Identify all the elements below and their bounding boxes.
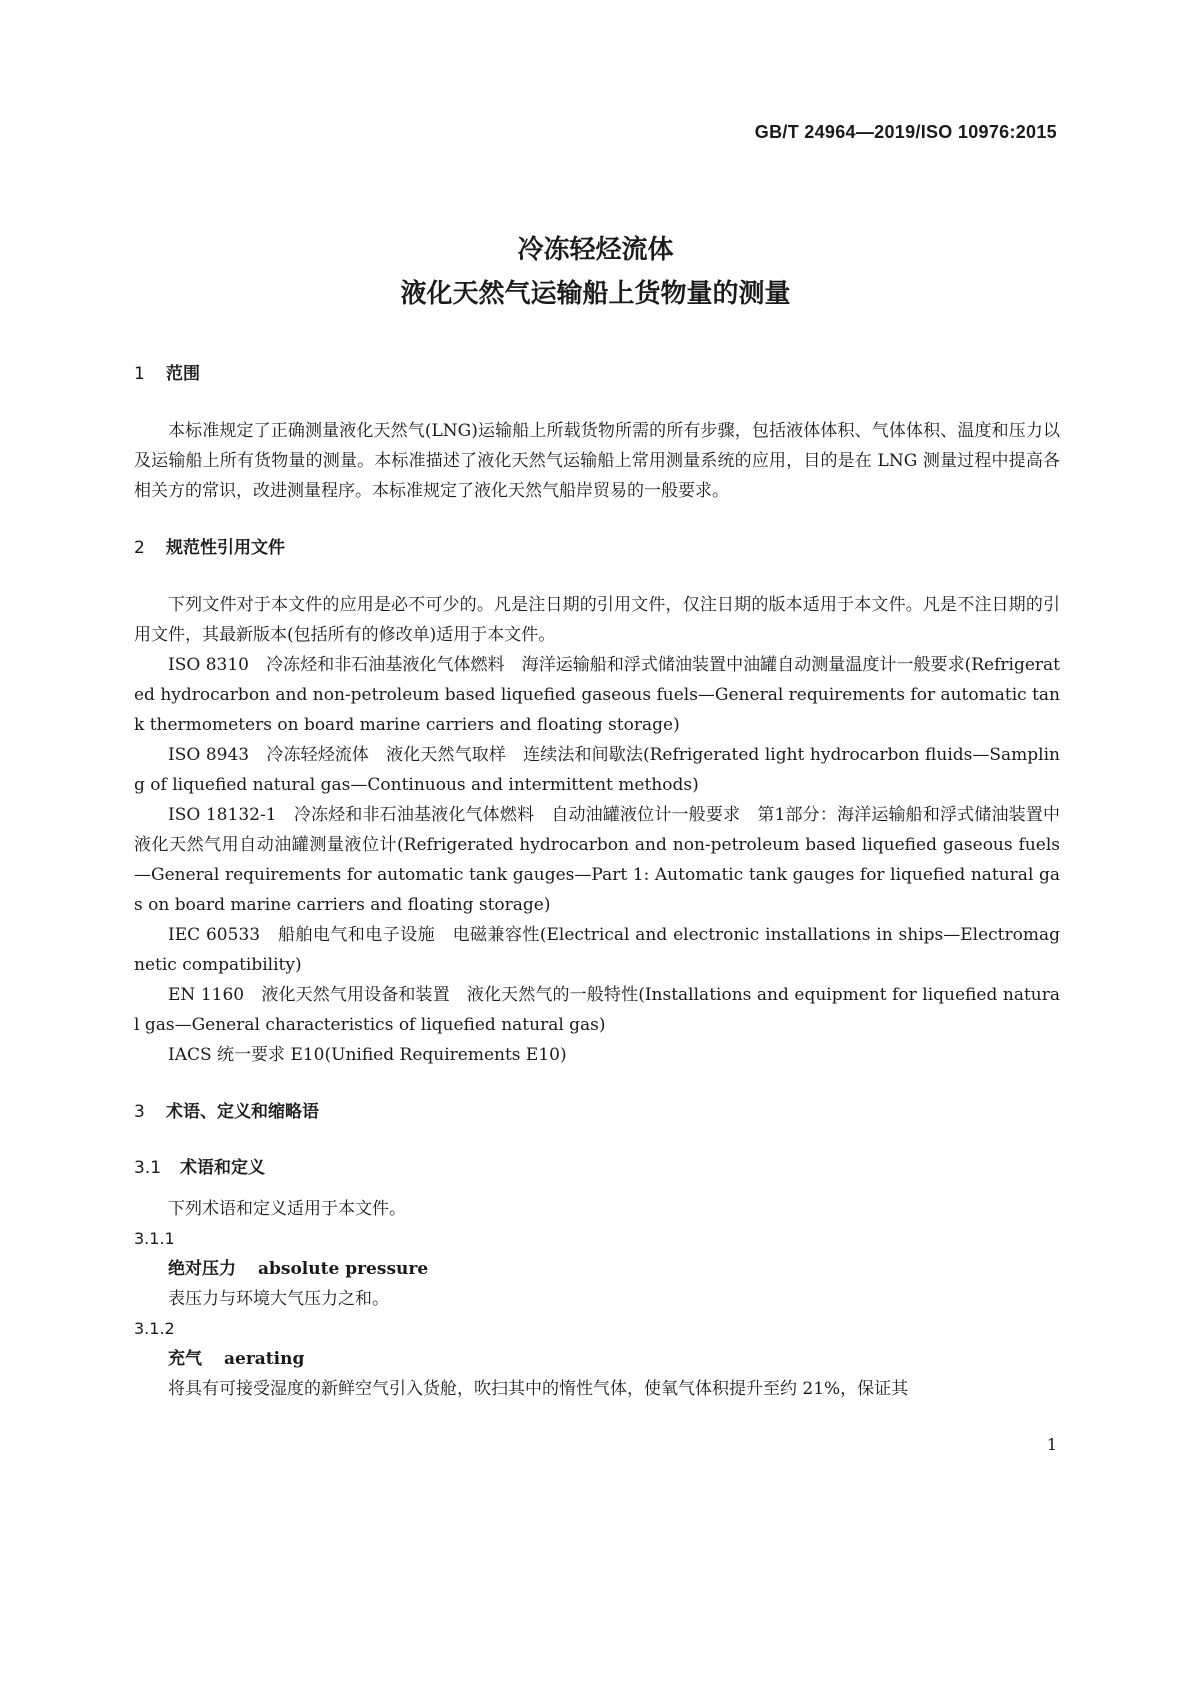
term-definition: 将具有可接受湿度的新鲜空气引入货舱，吹扫其中的惰性气体，使氧气体积提升至约 21%，保证其: [168, 1379, 909, 1399]
term-number: 3.1.2: [134, 1319, 175, 1338]
section-1-heading: [134, 360, 1060, 388]
title-line-2: 液化天然气运输船上货物量的测量: [400, 279, 791, 309]
term-entry: [134, 1254, 1060, 1284]
subsection-number: 3.1: [134, 1158, 162, 1178]
term-en: absolute pressure: [258, 1259, 429, 1279]
term-number: 3.1.1: [134, 1229, 175, 1248]
term-definition: 表压力与环境大气压力之和。: [168, 1289, 389, 1309]
term-zh: 充气: [168, 1349, 202, 1369]
page-number: 1: [1046, 1435, 1057, 1454]
reference-item: ISO 18132-1 冷冻烃和非石油基液化气体燃料 自动油罐液位计一般要求 第1部分：海洋运输船和浮式储油装置中液化天然气用自动油罐测量液位计(Refrigerated hydrocarbon and non-petroleum based liquefied gaseous fuels—General requirements for automatic tank gauges—Part 1: Automatic tank gauges for liquefied natural gas on board marine carriers and floating storage): [134, 805, 1060, 915]
reference-item: ISO 8310 冷冻烃和非石油基液化气体燃料 海洋运输船和浮式储油装置中油罐自动测量温度计一般要求(Refrigerated hydrocarbon and non-petroleum based liquefied gaseous fuels—General requirements for automatic tank thermometers on board marine carriers and floating storage): [134, 655, 1060, 735]
subsection-3-1-heading: [134, 1154, 1060, 1182]
term-entry: [134, 1344, 1060, 1374]
section-title: 规范性引用文件: [166, 538, 285, 558]
reference-item: ISO 8943 冷冻轻烃流体 液化天然气取样 连续法和间歇法(Refrigerated light hydrocarbon fluids—Sampling of liquefied natural gas—Continuous and intermittent methods): [134, 745, 1060, 795]
reference-item: EN 1160 液化天然气用设备和装置 液化天然气的一般特性(Installations and equipment for liquefied natural gas—General characteristics of liquefied natural gas): [134, 985, 1060, 1035]
subsection-title: 术语和定义: [180, 1158, 265, 1178]
section-number: 3: [134, 1102, 145, 1122]
section-3-heading: [134, 1098, 1060, 1126]
section-number: 1: [134, 364, 145, 384]
document-title: [0, 228, 1191, 316]
section-2-heading: [134, 534, 1060, 562]
title-line-1: 冷冻轻烃流体: [517, 235, 674, 265]
reference-item: IACS 统一要求 E10(Unified Requirements E10): [168, 1045, 567, 1065]
standard-code: GB/T 24964—2019/ISO 10976:2015: [754, 122, 1057, 142]
scope-paragraph: 本标准规定了正确测量液化天然气(LNG)运输船上所载货物所需的所有步骤，包括液体体积、气体体积、温度和压力以及运输船上所有货物量的测量。本标准描述了液化天然气运输船上常用测量系统的应用，目的是在 LNG 测量过程中提高各相关方的常识，改进测量程序。本标准规定了液化天然气船岸贸易的一般要求。: [134, 421, 1060, 501]
term-zh: 绝对压力: [168, 1259, 236, 1279]
document-body: [134, 360, 1060, 1404]
section-title: 术语、定义和缩略语: [166, 1102, 319, 1122]
section-title: 范围: [166, 364, 200, 384]
reference-item: IEC 60533 船舶电气和电子设施 电磁兼容性(Electrical and electronic installations in ships—Electromagnetic compatibility): [134, 925, 1060, 975]
terms-intro: 下列术语和定义适用于本文件。: [168, 1199, 406, 1219]
references-intro: 下列文件对于本文件的应用是必不可少的。凡是注日期的引用文件，仅注日期的版本适用于本文件。凡是不注日期的引用文件，其最新版本(包括所有的修改单)适用于本文件。: [134, 595, 1060, 645]
section-number: 2: [134, 538, 145, 558]
term-en: aerating: [224, 1349, 305, 1369]
